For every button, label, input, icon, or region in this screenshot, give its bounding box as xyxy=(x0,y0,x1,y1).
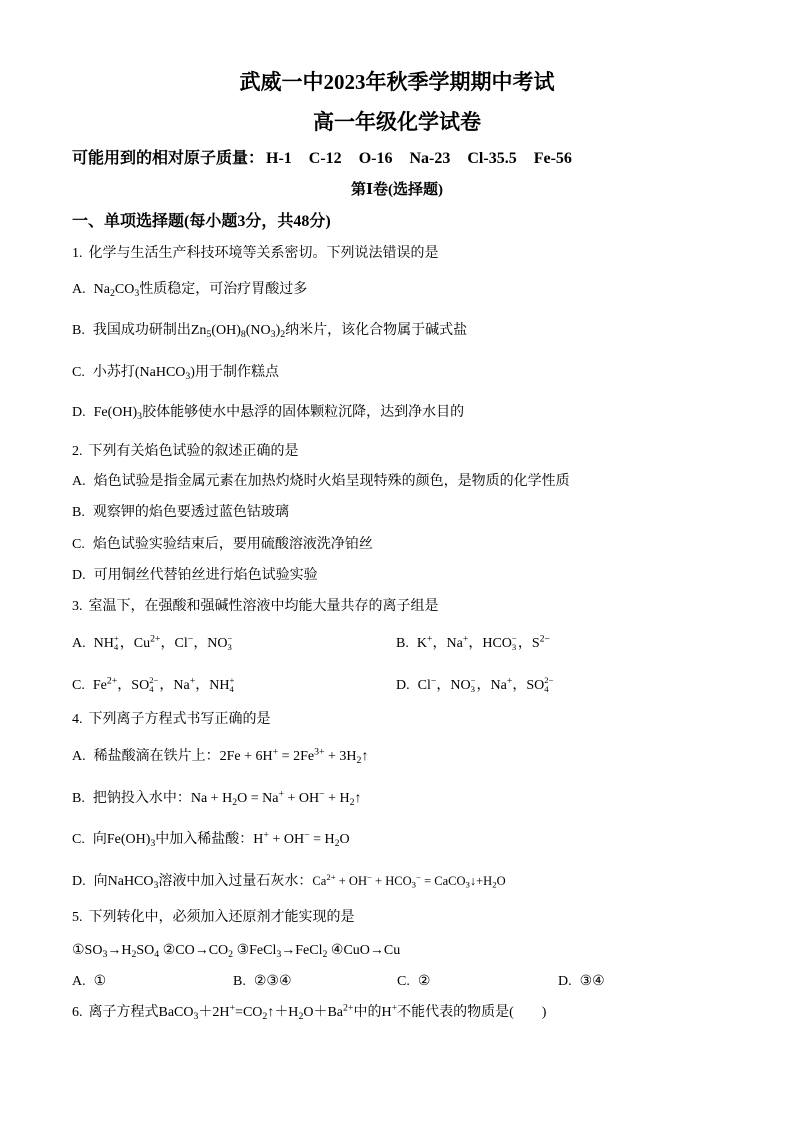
subscript: 3 xyxy=(150,837,156,849)
atomic-mass-o: O-16 xyxy=(358,150,393,167)
superscript: 2− xyxy=(544,675,554,686)
superscript: − xyxy=(304,829,310,841)
charge-and-index xyxy=(471,676,476,693)
text-run: ) xyxy=(190,365,195,380)
superscript: + xyxy=(113,633,119,644)
question-5-option-b xyxy=(233,972,292,992)
subscript: 2 xyxy=(280,328,286,340)
atomic-mass-h: H-1 xyxy=(266,150,292,167)
option-text xyxy=(94,874,313,889)
option-text xyxy=(93,832,253,847)
subscript: 2 xyxy=(262,1010,268,1022)
text-run: 观察钾的焰色要透过蓝色钴玻璃 xyxy=(92,505,289,520)
question-number: 6. xyxy=(72,1005,83,1020)
option-text xyxy=(93,633,234,652)
option-letter: B. xyxy=(233,974,246,989)
atomic-mass-fe: Fe-56 xyxy=(533,150,572,167)
text-run: Cl xyxy=(417,678,431,693)
text-run: 化学与生活生产科技环境等关系密切。下列说法错误的是 xyxy=(88,246,439,261)
text-run: ，Na xyxy=(159,678,190,693)
superscript: − xyxy=(319,788,325,800)
page-subtitle: 高一年级化学试卷 xyxy=(313,110,481,134)
subscript: 3 xyxy=(276,948,282,960)
option-text xyxy=(94,474,570,489)
option-text xyxy=(94,974,107,989)
text-run: 中加入稀盐酸： xyxy=(155,832,254,847)
option-letter: C. xyxy=(397,974,410,989)
superscript: 2+ xyxy=(343,1002,354,1014)
text-run: 稀盐酸滴在铁片上： xyxy=(93,749,220,764)
volume-title: 第Ⅰ卷(选择题) xyxy=(350,182,443,198)
text-run: O = Na xyxy=(237,791,279,806)
question-3-options-row-1 xyxy=(72,634,734,654)
superscript: + xyxy=(278,788,284,800)
text-run: (OH) xyxy=(211,323,241,338)
superscript: + xyxy=(506,675,513,687)
question-3-option-d xyxy=(396,676,555,696)
subscript: 4 xyxy=(154,948,160,960)
text-run: 纳米片，该化合物属于碱式盐 xyxy=(285,323,468,338)
subscript: 2 xyxy=(334,837,340,849)
text-run: = 2Fe xyxy=(278,749,315,764)
question-text xyxy=(89,712,271,727)
text-run: ↑＋H xyxy=(267,1005,299,1020)
text-run: =CO xyxy=(235,1005,263,1020)
question-2-option-a xyxy=(72,472,734,492)
text-run: = H xyxy=(309,832,335,847)
question-6-stem xyxy=(72,1003,734,1023)
text-run: Fe xyxy=(92,678,107,693)
option-text xyxy=(94,282,308,297)
question-5-stem xyxy=(72,908,734,928)
text-run: Na xyxy=(93,282,110,297)
superscript: − xyxy=(511,633,517,644)
subscript: 3 xyxy=(193,1010,199,1022)
option-text xyxy=(254,974,292,989)
text-run: Fe(OH) xyxy=(106,832,151,847)
text-run: 小苏打 xyxy=(92,365,135,380)
question-number: 5. xyxy=(72,910,83,925)
text-run: O xyxy=(339,832,350,847)
text-run: 用于制作糕点 xyxy=(194,365,279,380)
subscript: 3 xyxy=(185,370,191,382)
superscript: + xyxy=(229,675,235,686)
charge-and-index xyxy=(149,676,158,693)
text-run: + OH xyxy=(268,832,305,847)
question-text xyxy=(89,246,439,261)
superscript: − xyxy=(430,675,437,687)
superscript: 2+ xyxy=(326,872,336,883)
subscript: 3 xyxy=(470,683,475,694)
option-text xyxy=(93,505,289,520)
option-letter: A. xyxy=(72,636,86,651)
subscript: 2 xyxy=(349,796,355,808)
text-run: K xyxy=(416,636,427,651)
text-run: 向 xyxy=(93,874,108,889)
option-equation xyxy=(312,874,505,888)
question-2-stem xyxy=(72,442,734,462)
conversion-list-text xyxy=(72,943,400,958)
question-4-option-c xyxy=(72,830,734,850)
text-run: BaCO xyxy=(158,1005,194,1020)
text-run: = CaCO xyxy=(420,874,466,888)
option-text xyxy=(92,675,236,694)
text-run: ，Cu xyxy=(119,636,151,651)
text-run: →H xyxy=(107,943,132,958)
question-1-stem xyxy=(72,244,734,264)
text-run: 性质稳定，可治疗胃酸过多 xyxy=(139,282,308,297)
subscript: 2 xyxy=(298,1010,304,1022)
option-letter: B. xyxy=(72,505,85,520)
question-1-option-d xyxy=(72,403,734,423)
subscript: 3 xyxy=(134,287,140,299)
question-text xyxy=(89,444,299,459)
question-4-stem xyxy=(72,710,734,730)
text-run: 向 xyxy=(92,832,107,847)
atomic-mass-na: Na-23 xyxy=(409,150,451,167)
text-run: ②③④ xyxy=(253,974,292,989)
question-text xyxy=(89,599,439,614)
text-run: 不能代表的物质是( ) xyxy=(397,1005,547,1020)
subscript: 4 xyxy=(229,683,234,694)
option-letter: B. xyxy=(72,791,85,806)
subscript: 3 xyxy=(511,641,517,652)
atomic-mass-cl: Cl-35.5 xyxy=(467,150,517,167)
question-3-option-a xyxy=(72,634,233,654)
text-run: ③FeCl xyxy=(233,943,277,958)
option-text xyxy=(416,633,551,652)
subscript: 2 xyxy=(109,287,115,299)
question-3-option-b xyxy=(396,634,550,654)
text-run: ①SO xyxy=(72,943,103,958)
option-text xyxy=(417,675,555,694)
text-run: ) xyxy=(275,323,281,338)
subscript: 3 xyxy=(102,948,108,960)
text-run: 2Fe + 6H xyxy=(219,749,273,764)
question-number: 1. xyxy=(72,246,83,261)
question-2-option-b xyxy=(72,503,734,523)
text-run: 我国成功研制出 xyxy=(92,323,191,338)
text-run: H xyxy=(253,832,264,847)
text-run: Na + H xyxy=(190,791,233,806)
question-1-option-a xyxy=(72,280,734,300)
text-run: NaHCO xyxy=(107,874,154,889)
option-letter: B. xyxy=(72,323,85,338)
subscript: 4 xyxy=(113,641,119,652)
option-text xyxy=(93,365,279,380)
question-3-option-c xyxy=(72,676,235,696)
superscript: 2− xyxy=(149,675,159,686)
charge-and-index xyxy=(512,634,517,651)
option-text xyxy=(93,791,191,806)
question-text xyxy=(89,910,355,925)
text-run: 下列转化中，必须加入还原剂才能实现的是 xyxy=(88,910,355,925)
text-run: 可用铜丝代替铂丝进行焰色试验实验 xyxy=(93,568,318,583)
subscript: 8 xyxy=(240,328,246,340)
question-5-conversion-list xyxy=(72,941,734,961)
text-run: + HCO xyxy=(371,874,412,888)
question-5-option-a xyxy=(72,972,106,992)
text-run: + OH xyxy=(283,791,320,806)
subscript: 4 xyxy=(149,683,154,694)
question-1-option-c xyxy=(72,363,734,383)
text-run: SO xyxy=(136,943,155,958)
question-3-stem xyxy=(72,597,734,617)
option-letter: C. xyxy=(72,365,85,380)
subscript: 5 xyxy=(206,328,212,340)
text-run: ，HCO xyxy=(468,636,512,651)
subscript: 3 xyxy=(227,641,232,652)
subscript: 4 xyxy=(544,683,549,694)
text-run: ②CO→CO xyxy=(159,943,229,958)
text-run: CO xyxy=(114,282,135,297)
text-run: 下列离子方程式书写正确的是 xyxy=(88,712,271,727)
option-letter: A. xyxy=(72,474,86,489)
superscript: 3+ xyxy=(314,746,325,758)
superscript: + xyxy=(189,675,196,687)
option-equation xyxy=(219,746,369,766)
question-2-option-c xyxy=(72,535,734,555)
option-text xyxy=(93,323,467,338)
question-number: 2. xyxy=(72,444,83,459)
text-run: ，S xyxy=(517,636,540,651)
text-run: ② xyxy=(417,974,431,989)
text-run: 下列有关焰色试验的叙述正确的是 xyxy=(88,444,299,459)
charge-and-index xyxy=(228,634,233,651)
text-run: 焰色试验实验结束后，要用硫酸溶液洗净铂丝 xyxy=(92,537,373,552)
option-letter: D. xyxy=(72,568,86,583)
option-letter: D. xyxy=(396,678,410,693)
charge-and-index xyxy=(230,676,235,693)
option-text xyxy=(418,974,431,989)
superscript: + xyxy=(462,633,469,645)
question-2-option-d xyxy=(72,566,734,586)
question-5-options-row xyxy=(72,972,734,992)
superscript: − xyxy=(416,872,421,883)
option-letter: C. xyxy=(72,678,85,693)
section-heading: 一、单项选择题(每小题3分，共48分) xyxy=(72,213,331,230)
superscript: + xyxy=(426,633,433,645)
question-4-option-b xyxy=(72,789,734,809)
subscript: 2 xyxy=(228,948,234,960)
superscript: 2+ xyxy=(150,633,161,645)
subscript: 3 xyxy=(465,879,470,890)
superscript: − xyxy=(470,675,476,686)
text-run: 溶液中加入过量石灰水： xyxy=(158,874,313,889)
superscript: 2+ xyxy=(106,675,118,687)
text-run: + 3H xyxy=(324,749,357,764)
text-run: (NO xyxy=(245,323,271,338)
text-run: 焰色试验是指金属元素在加热灼烧时火焰呈现特殊的颜色，是物质的化学性质 xyxy=(93,474,570,489)
text-run: 胶体能够使水中悬浮的固体颗粒沉降，达到净水目的 xyxy=(142,405,465,420)
option-letter: D. xyxy=(72,405,86,420)
text-run: Zn xyxy=(190,323,207,338)
subscript: 2 xyxy=(322,948,328,960)
subscript: 2 xyxy=(492,879,497,890)
text-run: Ca xyxy=(312,874,327,888)
subscript: 2 xyxy=(232,796,238,808)
option-text xyxy=(93,537,373,552)
option-text xyxy=(94,568,318,583)
question-4-option-a xyxy=(72,747,734,767)
text-run: ，NH xyxy=(195,678,230,693)
text-run: ，Cl xyxy=(160,636,188,651)
superscript: 2− xyxy=(539,633,551,645)
charge-and-index xyxy=(544,676,553,693)
question-5-option-c xyxy=(397,972,430,992)
question-number: 4. xyxy=(72,712,83,727)
option-text xyxy=(580,974,605,989)
subscript: 3 xyxy=(153,879,159,891)
text-run: + H xyxy=(324,791,350,806)
text-run: ④CuO→Cu xyxy=(327,943,401,958)
page-title: 武威一中2023年秋季学期期中考试 xyxy=(239,70,555,94)
option-letter: A. xyxy=(72,282,86,297)
question-text xyxy=(88,1002,547,1022)
option-letter: D. xyxy=(72,874,86,889)
option-letter: A. xyxy=(72,749,86,764)
text-run: ③④ xyxy=(579,974,605,989)
option-equation xyxy=(190,788,362,808)
text-run: →FeCl xyxy=(281,943,323,958)
option-letter: D. xyxy=(558,974,572,989)
option-letter: C. xyxy=(72,537,85,552)
text-run: Fe(OH) xyxy=(93,405,138,420)
text-run: O xyxy=(496,874,506,888)
superscript: − xyxy=(227,633,233,644)
text-run: ，NO xyxy=(436,678,471,693)
superscript: + xyxy=(229,1002,236,1014)
text-run: O＋Ba xyxy=(303,1005,344,1020)
superscript: − xyxy=(366,872,372,883)
text-run: (NaHCO xyxy=(134,365,186,380)
atomic-mass-label: 可能用到的相对原子质量： xyxy=(72,150,265,167)
question-1-option-b xyxy=(72,321,734,341)
text-run: ↓+H xyxy=(469,874,493,888)
option-equation xyxy=(253,829,350,849)
option-letter: B. xyxy=(396,636,409,651)
option-letter: C. xyxy=(72,832,85,847)
option-text xyxy=(94,405,464,420)
option-text xyxy=(94,749,220,764)
text-run: 把钠投入水中： xyxy=(92,791,191,806)
text-run: ，SO xyxy=(117,678,150,693)
atomic-mass-c: C-12 xyxy=(308,150,342,167)
text-run: 中的H xyxy=(353,1005,392,1020)
superscript: + xyxy=(272,746,279,758)
charge-and-index xyxy=(114,634,119,651)
subscript: 3 xyxy=(411,879,416,890)
superscript: + xyxy=(391,1002,398,1014)
text-run: ，SO xyxy=(512,678,545,693)
text-run: ① xyxy=(93,974,107,989)
subscript: 3 xyxy=(270,328,276,340)
question-3-options-row-2 xyxy=(72,676,734,696)
option-letter: A. xyxy=(72,974,86,989)
subscript: 3 xyxy=(137,410,143,422)
text-run: ，NO xyxy=(193,636,228,651)
text-run: ，Na xyxy=(476,678,507,693)
subscript: 2 xyxy=(131,948,137,960)
text-run: 离子方程式 xyxy=(88,1005,159,1020)
text-run: 室温下，在强酸和强碱性溶液中均能大量共存的离子组是 xyxy=(88,599,439,614)
text-run: ↑ xyxy=(354,791,362,806)
subscript: 2 xyxy=(356,754,362,766)
question-number: 3. xyxy=(72,599,83,614)
text-run: ＋2H xyxy=(198,1005,230,1020)
text-run: ，Na xyxy=(432,636,463,651)
superscript: − xyxy=(187,633,194,645)
superscript: + xyxy=(263,829,269,841)
question-5-option-d xyxy=(558,972,605,992)
atomic-mass-line xyxy=(72,149,734,169)
text-run: ↑ xyxy=(361,749,369,764)
text-run: NH xyxy=(93,636,114,651)
question-4-option-d xyxy=(72,871,734,891)
text-run: + OH xyxy=(335,874,367,888)
